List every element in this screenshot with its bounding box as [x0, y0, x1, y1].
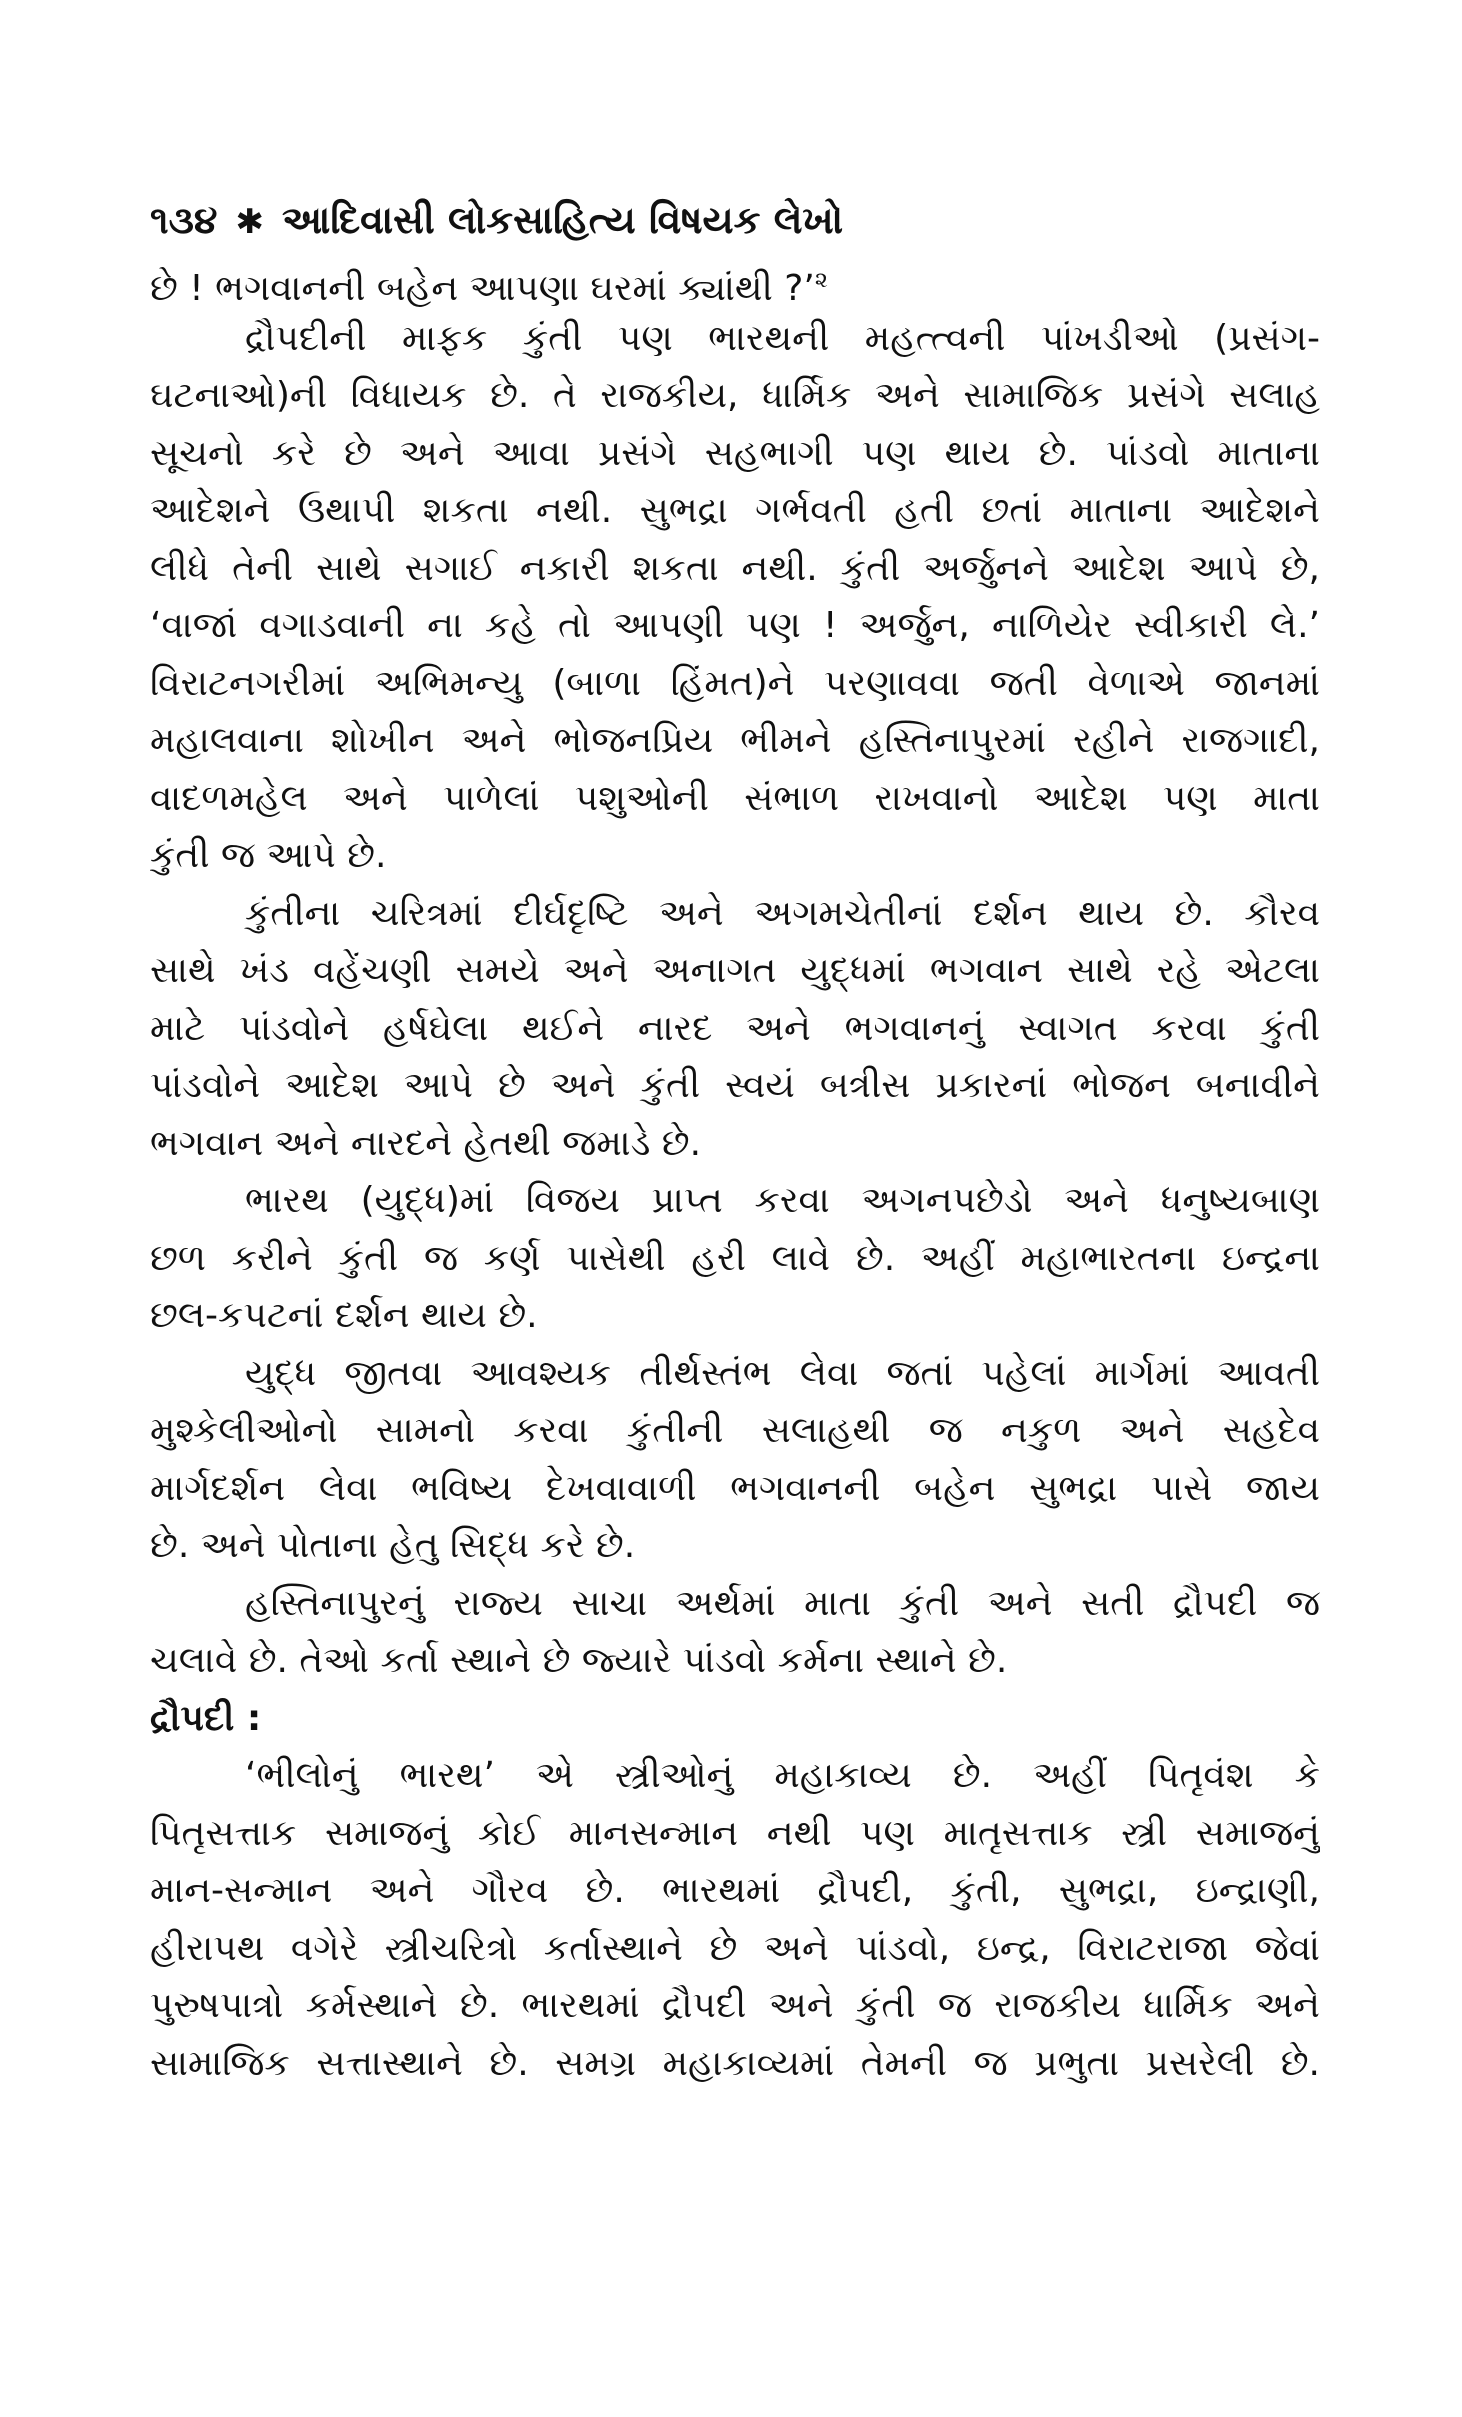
text-line: પુરુષપાત્રો કર્મસ્થાને છે. ભારથમાં દ્રૌપદી અને કુંતી જ રાજકીય ધાર્મિક અને	[150, 1985, 1320, 2026]
text-line: માટે પાંડવોને હર્ષઘેલા થઈને નારદ અને ભગવાનનું સ્વાગત કરવા કુંતી	[150, 1007, 1320, 1049]
text-line: ચલાવે છે. તેઓ કર્તા સ્થાને છે જ્યારે પાંડવો કર્મના સ્થાને છે.	[150, 1640, 1008, 1681]
text-line: કુંતીના ચરિત્રમાં દીર્ઘદૃષ્ટિ અને અગમચેતીનાં દર્શન થાય છે. કૌરવ	[245, 892, 1320, 934]
page-number: ૧૩૪	[150, 198, 218, 242]
text-line: ‘વાજાં વગાડવાની ના કહે તો આપણી પણ ! અર્જુન, નાળિયેર સ્વીકારી લે.’	[150, 605, 1320, 646]
text-line: હીરાપથ વગેરે સ્ત્રીચરિત્રો કર્તાસ્થાને છે અને પાંડવો, ઇન્દ્ર, વિરાટરાજા જેવાં	[150, 1927, 1320, 1969]
text-line: સૂચનો કરે છે અને આવા પ્રસંગે સહભાગી પણ થાય છે. પાંડવો માતાના	[150, 432, 1320, 474]
text-line: ‘ભીલોનું ભારથ’ એ સ્ત્રીઓનું મહાકાવ્ય છે. અહીં પિતૃવંશ કે	[245, 1755, 1320, 1796]
text-line: ભગવાન અને નારદને હેતથી જમાડે છે.	[150, 1122, 702, 1164]
text-line: મુશ્કેલીઓનો સામનો કરવા કુંતીની સલાહથી જ નકુળ અને સહદેવ	[150, 1410, 1320, 1451]
text-line: આદેશને ઉથાપી શકતા નથી. સુભદ્રા ગર્ભવતી હતી છતાં માતાના આદેશને	[150, 490, 1320, 531]
text-line: સામાજિક સત્તાસ્થાને છે. સમગ્ર મહાકાવ્યમાં તેમની જ પ્રભુતા પ્રસરેલી છે.	[150, 2042, 1320, 2084]
text-line: વાદળમહેલ અને પાળેલાં પશુઓની સંભાળ રાખવાનો આદેશ પણ માતા	[150, 777, 1320, 819]
text-line: ભારથ (યુદ્ધ)માં વિજય પ્રાપ્ત કરવા અગનપછેડો અને ધનુષ્યબાણ	[245, 1180, 1320, 1221]
text-line: ઘટનાઓ)ની વિધાયક છે. તે રાજકીય, ધાર્મિક અને સામાજિક પ્રસંગે સલાહ	[150, 375, 1320, 416]
running-header	[150, 190, 1320, 250]
text-line: યુદ્ધ જીતવા આવશ્યક તીર્થસ્તંભ લેવા જતાં પહેલાં માર્ગમાં આવતી	[245, 1352, 1320, 1394]
text-line: છલ-કપટનાં દર્શન થાય છે.	[150, 1295, 538, 1336]
book-page	[150, 190, 1320, 2092]
text-line: મહાલવાના શોખીન અને ભોજનપ્રિય ભીમને હસ્તિનાપુરમાં રહીને રાજગાદી,	[150, 720, 1320, 761]
text-line: છળ કરીને કુંતી જ કર્ણ પાસેથી હરી લાવે છે. અહીં મહાભારતના ઇન્દ્રના	[150, 1237, 1320, 1279]
text-line: દ્રૌપદીની માફક કુંતી પણ ભારથની મહત્ત્વની પાંખડીઓ (પ્રસંગ-	[245, 317, 1320, 359]
asterisk-separator-icon: ✱	[235, 202, 264, 242]
text-line: કુંતી જ આપે છે.	[150, 835, 387, 876]
text-line: વિરાટનગરીમાં અભિમન્યુ (બાળા હિંમત)ને પરણાવવા જતી વેળાએ જાનમાં	[150, 662, 1320, 704]
book-title: આદિવાસી લોકસાહિત્ય વિષયક લેખો	[282, 198, 844, 242]
text-line: છે. અને પોતાના હેતુ સિદ્ધ કરે છે.	[150, 1525, 636, 1566]
text-line: હસ્તિનાપુરનું રાજ્ય સાચા અર્થમાં માતા કુંતી અને સતી દ્રૌપદી જ	[245, 1582, 1320, 1624]
text-line: લીધે તેની સાથે સગાઈ નકારી શકતા નથી. કુંતી અર્જુનને આદેશ આપે છે,	[150, 547, 1320, 589]
text-line: પિતૃસત્તાક સમાજનું કોઈ માનસન્માન નથી પણ માતૃસત્તાક સ્ત્રી સમાજનું	[150, 1812, 1320, 1854]
footnote-marker: ૨	[814, 268, 828, 293]
text-line: માર્ગદર્શન લેવા ભવિષ્ય દેખવાવાળી ભગવાનની બહેન સુભદ્રા પાસે જાય	[150, 1467, 1320, 1509]
section-heading: દ્રૌપદી :	[150, 1697, 262, 1739]
text-line: સાથે ખંડ વહેંચણી સમયે અને અનાગત યુદ્ધમાં ભગવાન સાથે રહે એટલા	[150, 950, 1320, 991]
text-line: પાંડવોને આદેશ આપે છે અને કુંતી સ્વયં બત્રીસ પ્રકારનાં ભોજન બનાવીને	[150, 1065, 1320, 1106]
text-line: છે ! ભગવાનની બહેન આપણા ઘરમાં ક્યાંથી ?’$^૨$	[150, 268, 828, 309]
text-line: માન-સન્માન અને ગૌરવ છે. ભારથમાં દ્રૌપદી, કુંતી, સુભદ્રા, ઇન્દ્રાણી,	[150, 1870, 1320, 1911]
